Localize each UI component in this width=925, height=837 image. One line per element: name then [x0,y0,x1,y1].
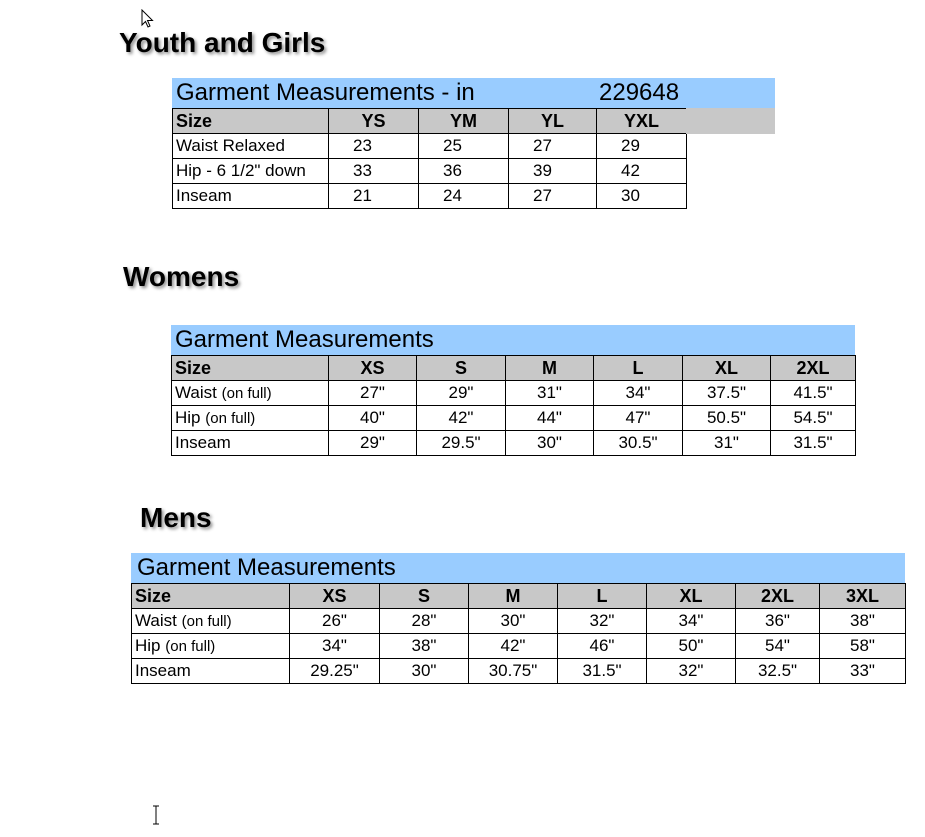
row-label: Inseam [132,659,290,684]
womens-row-waist [172,381,856,406]
cell-value: 33" [820,659,906,684]
mens-size-s: S [380,584,469,609]
womens-banner-title: Garment Measurements [175,326,434,353]
womens-size-2xl: 2XL [771,356,856,381]
cell-value: 30" [469,609,558,634]
cell-value: 30.75" [469,659,558,684]
cell-value: 31.5" [771,431,856,456]
mens-measurements-block [131,553,905,684]
row-label-note: (on full) [205,410,256,427]
youth-measurements-block [172,78,775,209]
mens-size-m: M [469,584,558,609]
row-label-text: Waist [135,611,177,630]
cell-value: 30" [380,659,469,684]
youth-style-code: 229648 [599,79,680,106]
mens-row-waist [132,609,906,634]
cell-value: 34" [647,609,736,634]
cell-value: 32.5" [736,659,820,684]
cell-value: 36 [419,159,509,184]
cell-value: 41.5" [771,381,856,406]
row-label-note: (on full) [181,613,232,630]
youth-size-table [172,108,687,209]
row-label [172,381,329,406]
cell-value: 27 [509,184,597,209]
row-label [132,634,290,659]
youth-size-row [173,109,687,134]
cell-value: 27 [509,134,597,159]
womens-row-hip [172,406,856,431]
cell-value: 32" [647,659,736,684]
womens-size-xl: XL [683,356,771,381]
cell-value: 30.5" [594,431,683,456]
cell-value: 39 [509,159,597,184]
womens-row-inseam [172,431,856,456]
mens-row-hip [132,634,906,659]
youth-size-ym: YM [419,109,509,134]
cell-value: 42" [469,634,558,659]
womens-banner [171,325,855,355]
cell-value: 40" [329,406,417,431]
cell-value: 34" [594,381,683,406]
cell-value: 26" [290,609,380,634]
youth-banner-title: Garment Measurements - in [176,79,475,106]
cell-value: 37.5" [683,381,771,406]
womens-size-xs: XS [329,356,417,381]
row-label-note: (on full) [221,385,272,402]
cell-value: 54.5" [771,406,856,431]
row-label-text: Waist [175,383,217,402]
womens-size-s: S [417,356,506,381]
mouse-pointer-icon [141,9,155,29]
womens-size-m: M [506,356,594,381]
youth-size-yl: YL [509,109,597,134]
mens-heading: Mens [140,502,212,533]
mens-size-label: Size [132,584,290,609]
cell-value: 31" [506,381,594,406]
mens-row-inseam [132,659,906,684]
cell-value: 58" [820,634,906,659]
cell-value: 25 [419,134,509,159]
youth-size-yxl: YXL [597,109,687,134]
row-label: Hip - 6 1/2" down [173,159,329,184]
row-label-note: (on full) [165,638,216,655]
youth-banner [172,78,775,108]
mens-banner-title: Garment Measurements [137,554,396,581]
row-label [132,609,290,634]
cell-value: 24 [419,184,509,209]
womens-size-label: Size [172,356,329,381]
cell-value: 36" [736,609,820,634]
cell-value: 30" [506,431,594,456]
mens-size-3xl: 3XL [820,584,906,609]
cell-value: 50" [647,634,736,659]
cell-value: 38" [820,609,906,634]
youth-row-inseam [173,184,687,209]
mens-size-xs: XS [290,584,380,609]
mens-size-l: L [558,584,647,609]
womens-heading: Womens [123,261,240,292]
cell-value: 30 [597,184,687,209]
womens-size-table [171,355,856,456]
cell-value: 23 [329,134,419,159]
cell-value: 54" [736,634,820,659]
cell-value: 33 [329,159,419,184]
cell-value: 27" [329,381,417,406]
text-cursor-icon [151,805,161,825]
cell-value: 42" [417,406,506,431]
mens-size-2xl: 2XL [736,584,820,609]
cell-value: 32" [558,609,647,634]
cell-value: 31" [683,431,771,456]
youth-size-ys: YS [329,109,419,134]
mens-size-table [131,583,906,684]
cell-value: 28" [380,609,469,634]
womens-size-l: L [594,356,683,381]
mens-banner [131,553,905,583]
mens-size-row [132,584,906,609]
cell-value: 29.25" [290,659,380,684]
youth-row-waist [173,134,687,159]
womens-size-row [172,356,856,381]
row-label [172,406,329,431]
mens-size-xl: XL [647,584,736,609]
cell-value: 34" [290,634,380,659]
youth-header-extension [686,108,775,134]
cell-value: 21 [329,184,419,209]
cell-value: 29" [417,381,506,406]
youth-heading: Youth and Girls [119,27,326,58]
row-label: Waist Relaxed [173,134,329,159]
cell-value: 46" [558,634,647,659]
row-label: Inseam [172,431,329,456]
cell-value: 31.5" [558,659,647,684]
cell-value: 29 [597,134,687,159]
cell-value: 38" [380,634,469,659]
cell-value: 42 [597,159,687,184]
cell-value: 50.5" [683,406,771,431]
row-label: Inseam [173,184,329,209]
row-label-text: Hip [135,636,161,655]
cell-value: 44" [506,406,594,431]
cell-value: 29.5" [417,431,506,456]
cell-value: 47" [594,406,683,431]
cell-value: 29" [329,431,417,456]
row-label-text: Hip [175,408,201,427]
youth-row-hip [173,159,687,184]
womens-measurements-block [171,325,855,456]
youth-size-label: Size [173,109,329,134]
